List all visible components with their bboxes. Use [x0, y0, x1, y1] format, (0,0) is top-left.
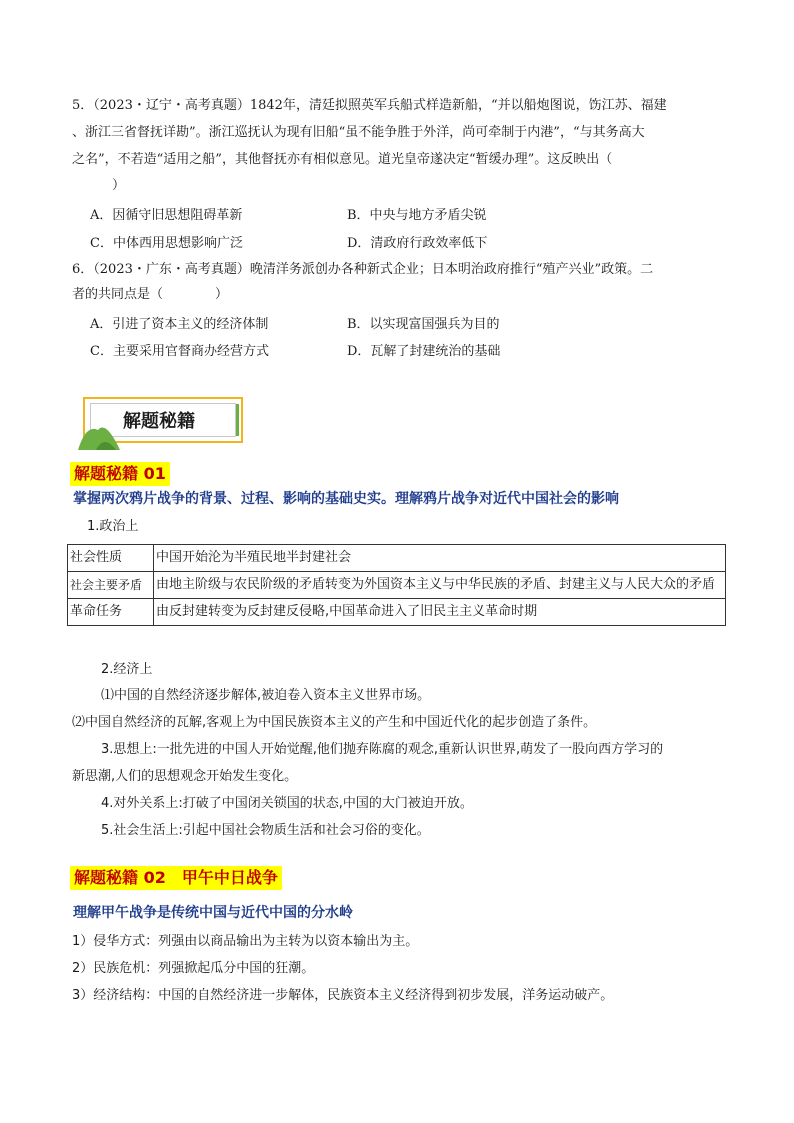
badge-accent-bar [236, 404, 239, 436]
q5-option-b: B．中央与地方矛盾尖锐 [347, 208, 487, 223]
table-cell-key: 革命任务 [68, 599, 154, 626]
mountain-icon [76, 420, 124, 450]
sec1-subtitle: 掌握两次鸦片战争的背景、过程、影响的基础史实。理解鸦片战争对近代中国社会的影响 [73, 491, 619, 507]
q6-option-c: C．主要采用官督商办经营方式 [90, 344, 269, 359]
table-cell-value: 由地主阶级与农民阶级的矛盾转变为外国资本主义与中华民族的矛盾、封建主义与人民大众的矛盾 [154, 572, 726, 599]
sec1-econ-1: ⑴中国的自然经济逐步解体,被迫卷入资本主义世界市场。 [101, 688, 431, 703]
sec2-heading [70, 866, 282, 890]
q5-option-a: A．因循守旧思想阻碍革新 [90, 208, 243, 223]
q6-option-d: D．瓦解了封建统治的基础 [347, 344, 501, 359]
table-cell-key: 社会主要矛盾 [68, 572, 154, 599]
sec2-label: 解题秘籍 [74, 868, 139, 887]
sec2-number: 02 甲午中日战争 [138, 868, 278, 887]
table-row [68, 545, 726, 572]
sec2-item-1: 1）侵华方式：列强由以商品输出为主转为以资本输出为主。 [72, 934, 419, 949]
sec1-foreign: 4.对外关系上:打破了中国闭关锁国的状态,中国的大门被迫开放。 [101, 796, 473, 811]
q6-option-b: B．以实现富国强兵为目的 [347, 317, 500, 332]
table-cell-key: 社会性质 [68, 545, 154, 572]
q5-line2: 、浙江三省督抚详勘”。浙江巡抚认为现有旧船“虽不能争胜于外洋，尚可牵制于内港”，“与其务高大 [72, 125, 645, 140]
q5-option-d: D．清政府行政效率低下 [347, 236, 488, 251]
q5-option-c: C．中体西用思想影响广泛 [90, 236, 243, 251]
sec2-item-3: 3）经济结构：中国的自然经济进一步解体，民族资本主义经济得到初步发展，洋务运动破产。 [72, 988, 614, 1003]
table-cell-value: 由反封建转变为反封建反侵略,中国革命进入了旧民主主义革命时期 [154, 599, 726, 626]
sec1-heading [70, 462, 170, 486]
q6-option-a: A．引进了资本主义的经济体制 [90, 317, 269, 332]
table-row [68, 599, 726, 626]
table-row [68, 572, 726, 599]
q6-line2: 者的共同点是（ ） [72, 287, 229, 302]
q6-line1: 6．（2023・广东・高考真题）晚清洋务派创办各种新式企业；日本明治政府推行“殖产兴业”政策。二 [72, 262, 654, 277]
sec2-subtitle: 理解甲午战争是传统中国与近代中国的分水岭 [73, 905, 353, 921]
sec1-thought-1: 3.思想上:一批先进的中国人开始觉醒,他们抛弃陈腐的观念,重新认识世界,萌发了一股向西方学习的 [101, 742, 664, 757]
sec1-thought-2: 新思潮,人们的思想观念开始发生变化。 [72, 769, 298, 784]
sec1-politics: 1.政治上 [87, 519, 139, 534]
sec1-number: 01 [138, 464, 166, 483]
q5-line4: ） [112, 178, 126, 193]
sec1-social: 5.社会生活上:引起中国社会物质生活和社会习俗的变化。 [101, 823, 430, 838]
sec2-item-2: 2）民族危机：列强掀起瓜分中国的狂潮。 [72, 961, 315, 976]
q5-line3: 之名”，不若造“适用之船”，其他督抚亦有相似意见。道光皇帝遂决定“暂缓办理”。这反映出（ [72, 152, 613, 167]
table-cell-value: 中国开始沦为半殖民地半封建社会 [154, 545, 726, 572]
sec1-economy: 2.经济上 [101, 662, 153, 677]
q5-line1: 5．（2023・辽宁・高考真题）1842年，清廷拟照英军兵船式样造新船，“并以船炮图说，饬江苏、福建 [72, 98, 667, 113]
politics-table [67, 544, 726, 626]
sec1-econ-2: ⑵中国自然经济的瓦解,客观上为中国民族资本主义的产生和中国近代化的起步创造了条件。 [72, 715, 597, 730]
sec1-label: 解题秘籍 [74, 464, 139, 483]
badge-title: 解题秘籍 [123, 411, 195, 432]
